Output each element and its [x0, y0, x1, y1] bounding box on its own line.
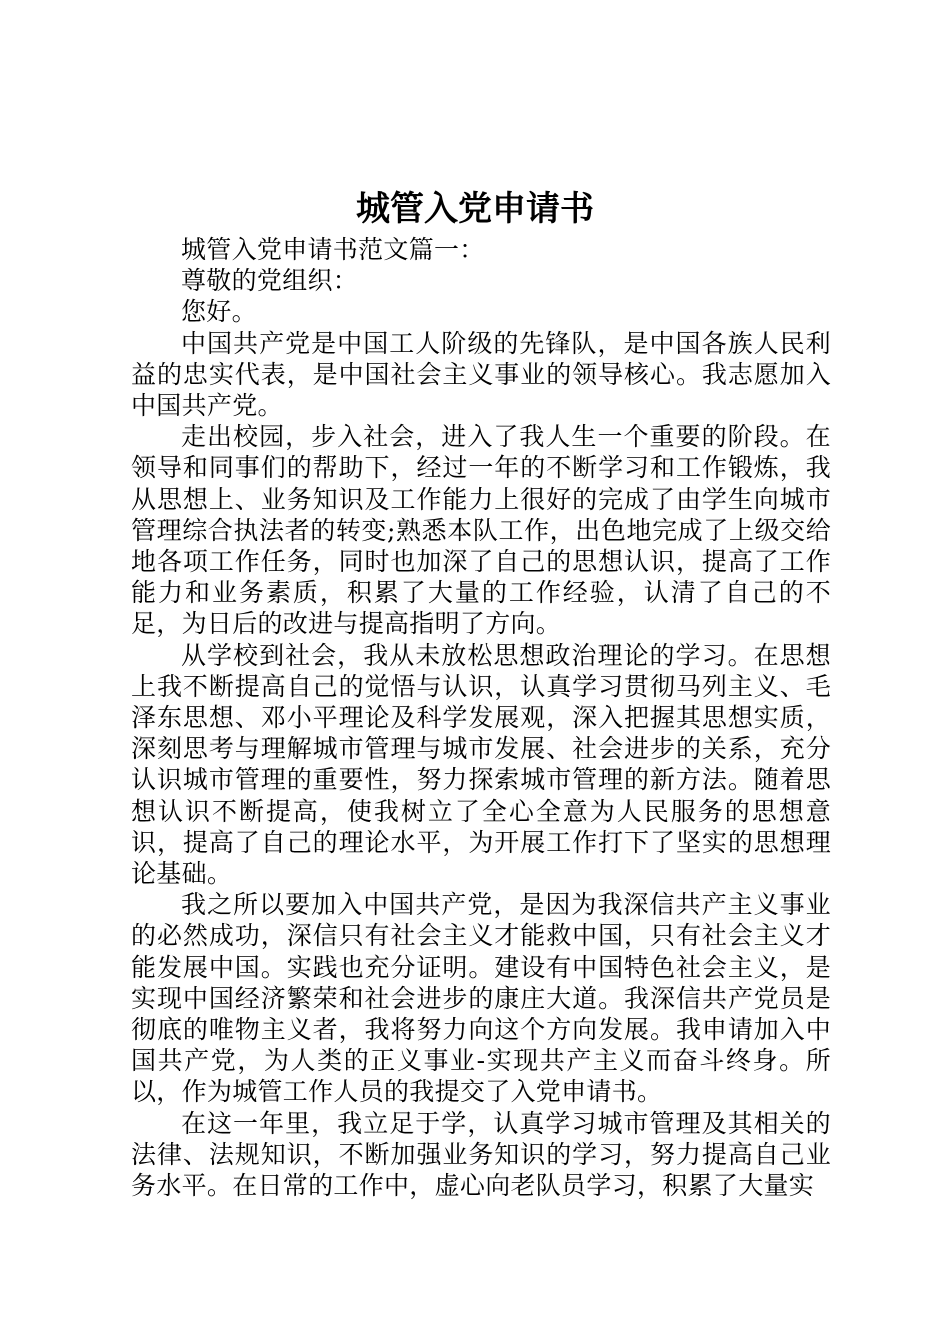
paragraph: 在这一年里，我立足于学，认真学习城市管理及其相关的法律、法规知识，不断加强业务知识的学习，努力提高自己业务水平。在日常的工作中，虚心向老队员学习，积累了大量实 — [131, 1108, 831, 1201]
document-title: 城管入党申请书 — [356, 189, 594, 229]
paragraph: 从学校到社会，我从未放松思想政治理论的学习。在思想上我不断提高自己的觉悟与认识，认真学习贯彻马列主义、毛泽东思想、邓小平理论及科学发展观，深入把握其思想实质，深刻思考与理解城市管理与城市发展、社会进步的关系，充分认识城市管理的重要性，努力探索城市管理的新方法。随着思想认识不断提高，使我树立了全心全意为人民服务的思想意识，提高了自己的理论水平，为开展工作打下了坚实的思想理论基础。 — [131, 640, 831, 889]
document-body — [131, 234, 831, 1201]
paragraph: 我之所以要加入中国共产党，是因为我深信共产主义事业的必然成功，深信只有社会主义才能救中国，只有社会主义才能发展中国。实践也充分证明。建设有中国特色社会主义，是实现中国经济繁荣和社会进步的康庄大道。我深信共产党员是彻底的唯物主义者，我将努力向这个方向发展。我申请加入中国共产党，为人类的正义事业-实现共产主义而奋斗终身。所以，作为城管工作人员的我提交了入党申请书。 — [131, 890, 831, 1107]
paragraph-heading: 城管入党申请书范文篇一： — [181, 235, 485, 264]
paragraph-salutation: 尊敬的党组织： — [181, 266, 359, 296]
paragraph: 走出校园，步入社会，进入了我人生一个重要的阶段。在领导和同事们的帮助下，经过一年的不断学习和工作锻炼，我从思想上、业务知识及工作能力上很好的完成了由学生向城市管理综合执法者的转变;熟悉本队工作，出色地完成了上级交给地各项工作任务，同时也加深了自己的思想认识，提高了工作能力和业务素质，积累了大量的工作经验，认清了自己的不足，为日后的改进与提高指明了方向。 — [131, 422, 831, 639]
paragraph-greeting: 您好。 — [181, 297, 257, 327]
paragraph: 中国共产党是中国工人阶级的先锋队，是中国各族人民利益的忠实代表，是中国社会主义事业的领导核心。我志愿加入中国共产党。 — [131, 328, 831, 421]
